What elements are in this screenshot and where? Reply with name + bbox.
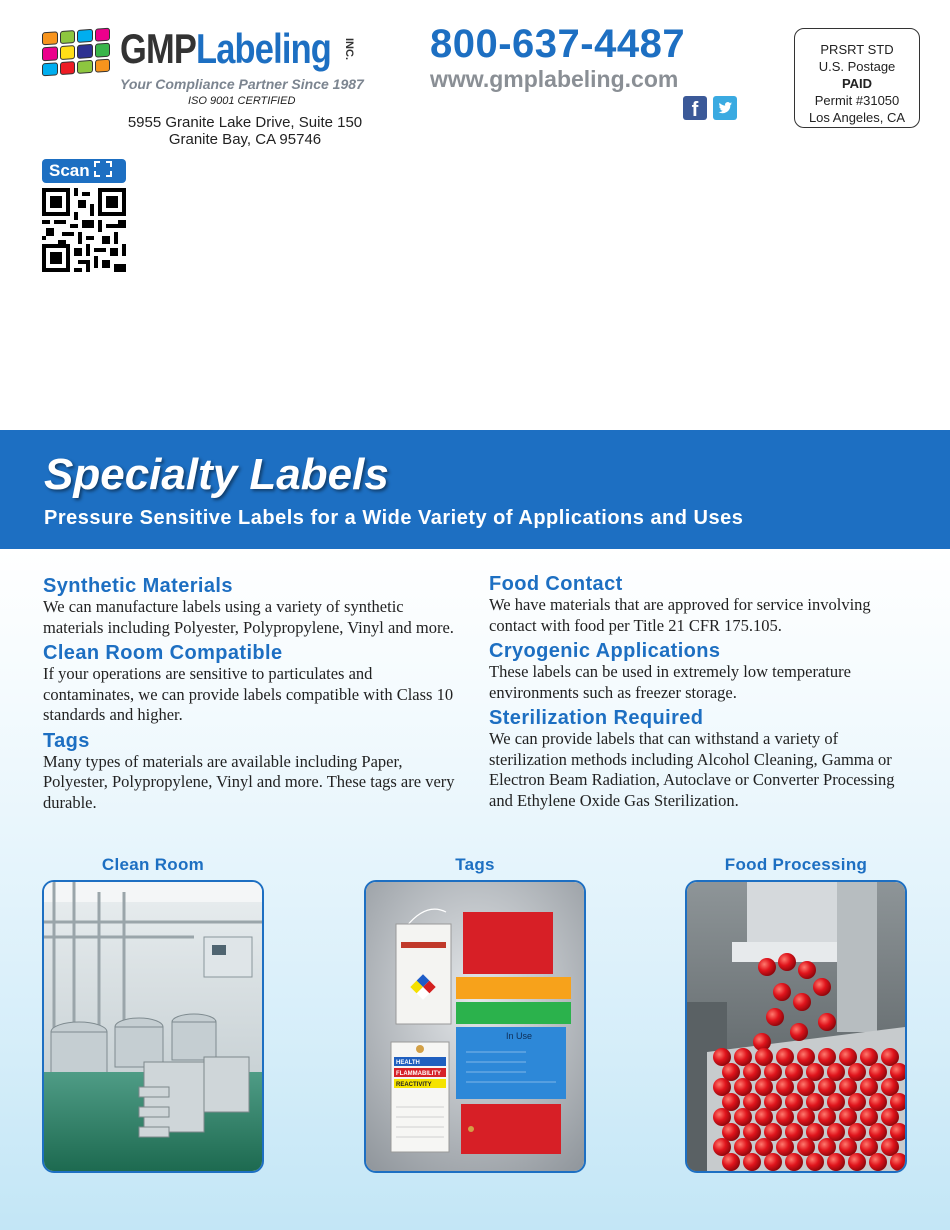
tomato [881,1108,899,1126]
facebook-icon[interactable]: f [683,96,707,120]
section-heading: Sterilization Required [489,707,704,729]
tomato [755,1078,773,1096]
tomato [827,1063,845,1081]
tomato [743,1063,761,1081]
tomato [797,1138,815,1156]
tomato [766,1008,784,1026]
tomato [734,1048,752,1066]
caption-clean-room: Clean Room [101,855,205,874]
tomato [722,1093,740,1111]
section-sterilization [489,707,909,811]
brand-name-part2: Labeling [195,25,332,72]
tomato [778,953,796,971]
tomato [743,1123,761,1141]
tomato [713,1138,731,1156]
tomato [806,1063,824,1081]
section-cryogenic [489,640,909,703]
postage-line4: Permit #31050 [814,93,900,108]
tomato [860,1048,878,1066]
section-clean-room [43,642,463,726]
section-body: We have materials that are approved for service involving contact with food per Title 21 CFR 175.105. [489,595,871,635]
brand-suffix: INC. [343,38,355,60]
certification: ISO 9001 CERTIFIED [188,95,296,107]
tomato [818,1138,836,1156]
tomato [776,1048,794,1066]
tomato [713,1048,731,1066]
tomato [764,1123,782,1141]
tomato [755,1048,773,1066]
tomato [793,993,811,1011]
tomato [806,1093,824,1111]
tomato [839,1048,857,1066]
scan-label [42,159,126,183]
tomato [734,1138,752,1156]
brand-name-part1: GMP [120,25,196,72]
tomato [764,1063,782,1081]
tomato [827,1093,845,1111]
tomato [734,1078,752,1096]
brand-logo[interactable] [120,25,332,72]
tomato [758,958,776,976]
section-body: We can provide labels that can withstand a variety of sterilization methods including Alcohol Cleaning, Gamma or Electron Beam Radiation, Autoclave or Converter Processing and Ethylene Oxide Gas Sterilization. [489,729,895,810]
section-heading: Clean Room Compatible [43,642,283,664]
tomato [743,1093,761,1111]
tomato [806,1153,824,1171]
tomato [827,1153,845,1171]
address-line2: Granite Bay, CA 95746 [168,131,322,148]
tomato [785,1063,803,1081]
twitter-icon[interactable] [713,96,737,120]
tomato [734,1108,752,1126]
tomato [839,1108,857,1126]
section-body: These labels can be used in extremely low temperature environments such as freezer storage. [489,662,851,702]
tomato [806,1123,824,1141]
tomato [818,1013,836,1031]
tomato [848,1153,866,1171]
postage-line3: PAID [841,76,873,91]
scan-frame-icon [94,161,112,177]
postage-line5: Los Angeles, CA [808,110,906,125]
postage-line1: PRSRT STD [820,42,894,57]
tomato [776,1108,794,1126]
tag-text-reactivity: REACTIVITY [396,1082,432,1088]
logo-mark [42,28,110,77]
tomato [785,1123,803,1141]
tomato [869,1123,887,1141]
phone-number[interactable]: 800-637-4487 [430,22,686,66]
right-column [489,573,909,815]
tomato [818,1048,836,1066]
banner-title: Specialty Labels [44,450,389,499]
tomato [790,1023,808,1041]
tomato [827,1123,845,1141]
tomato [755,1138,773,1156]
tagline: Your Compliance Partner Since 1987 [120,76,364,92]
tomato [860,1138,878,1156]
tomato [860,1108,878,1126]
section-food-contact [489,573,909,636]
caption-tags: Tags [455,855,495,874]
tomato [764,1153,782,1171]
tomato [713,1108,731,1126]
section-heading: Tags [43,729,90,752]
tomato [818,1108,836,1126]
scan-text: Scan [49,161,90,180]
tag-text-flammability: FLAMMABILITY [396,1071,441,1077]
section-heading: Food Contact [489,573,623,595]
banner-subtitle: Pressure Sensitive Labels for a Wide Variety of Applications and Uses [44,507,744,529]
qr-code[interactable] [42,188,126,272]
tomato [764,1093,782,1111]
postage-indicia [794,28,920,128]
left-column [43,575,463,817]
tomato [713,1078,731,1096]
tomato [869,1063,887,1081]
tomato [722,1123,740,1141]
tomato [755,1108,773,1126]
tomato [869,1153,887,1171]
tomato [848,1123,866,1141]
section-body: If your operations are sensitive to particulates and contaminates, we can provide labels compatible with Class 10 standards and higher. [43,664,454,724]
address [110,114,380,148]
tomato [848,1063,866,1081]
tomato [797,1108,815,1126]
tomato [785,1093,803,1111]
food-processing-photo [685,880,907,1173]
section-synthetic-materials [43,575,463,638]
tomato [743,1153,761,1171]
tomato [798,961,816,979]
section-body: Many types of materials are available including Paper, Polyester, Polypropylene, Vinyl and more. These tags are very durable. [43,751,455,812]
tomato [839,1078,857,1096]
tomato [881,1078,899,1096]
tag-text-health: HEALTH [396,1060,420,1066]
address-line1: 5955 Granite Lake Drive, Suite 150 [127,114,363,131]
tomato [848,1093,866,1111]
tomato [881,1138,899,1156]
website-link[interactable]: www.gmplabeling.com [430,66,679,92]
tomato [797,1078,815,1096]
caption-food-processing: Food Processing [724,855,868,874]
section-heading: Synthetic Materials [43,575,233,597]
section-body: We can manufacture labels using a variety of synthetic materials including Polyester, Polypropylene, Vinyl and more. [43,597,454,637]
tomato [722,1153,740,1171]
tomato [839,1138,857,1156]
section-tags [43,730,463,814]
tags-photo [364,880,586,1173]
tomato [722,1063,740,1081]
tomato [776,1078,794,1096]
tomato [797,1048,815,1066]
section-heading: Cryogenic Applications [489,640,721,662]
tomato [860,1078,878,1096]
tomato [881,1048,899,1066]
postage-line2: U.S. Postage [818,59,896,74]
tomato [776,1138,794,1156]
tomato [818,1078,836,1096]
clean-room-photo [42,880,264,1173]
tag-text-in-use: In Use [506,1031,533,1041]
tomato [869,1093,887,1111]
tomato [785,1153,803,1171]
tomato [773,983,791,1001]
tomato [813,978,831,996]
